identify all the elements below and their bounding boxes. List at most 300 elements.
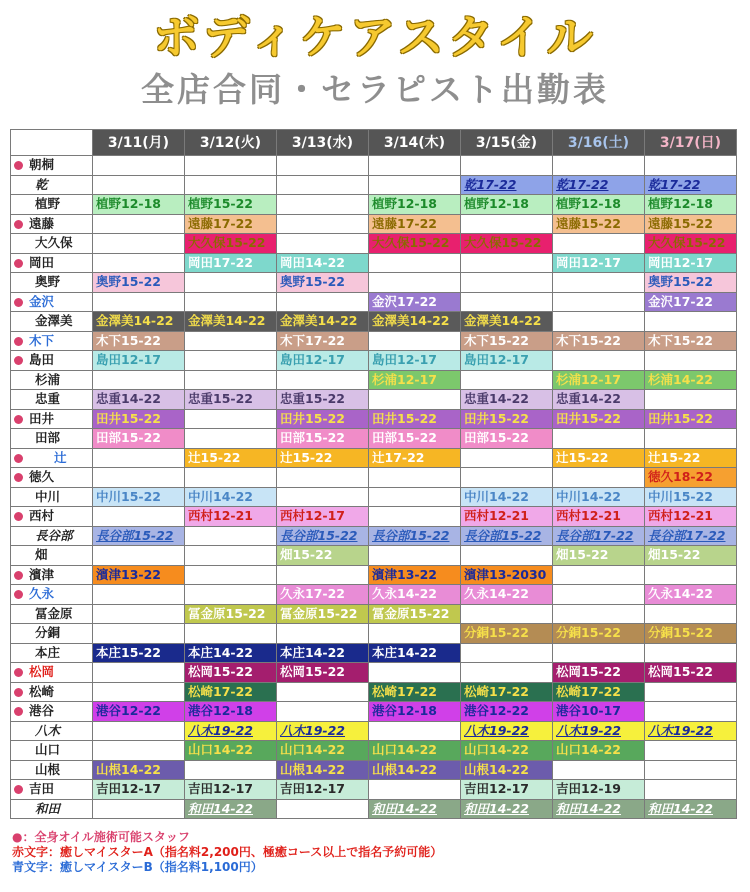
staff-name: 植野 [35, 196, 61, 212]
shift-cell: 中川15-22 [93, 487, 185, 507]
shift-cell: 徳久18-22 [645, 468, 737, 488]
shift-cell: 金澤美14-22 [461, 312, 553, 332]
shift-cell: 松崎17-22 [369, 682, 461, 702]
oil-dot-icon [14, 298, 23, 307]
empty-cell [277, 292, 369, 312]
staff-name-cell [11, 312, 93, 332]
staff-name: 濱津 [29, 566, 55, 582]
staff-name: 吉田 [29, 781, 55, 797]
page-title: ボディケアスタイル [153, 10, 597, 64]
empty-cell [185, 273, 277, 293]
empty-cell [185, 429, 277, 449]
shift-cell: 中川14-22 [185, 487, 277, 507]
oil-dot-icon [14, 668, 23, 677]
staff-name: 辻 [54, 449, 67, 465]
shift-cell: 島田12-17 [461, 351, 553, 371]
staff-row [11, 604, 737, 624]
empty-cell [93, 468, 185, 488]
shift-cell: 金澤美14-22 [185, 312, 277, 332]
shift-cell: 山根14-22 [369, 760, 461, 780]
shift-cell: 本庄14-22 [369, 643, 461, 663]
shift-cell: 金沢17-22 [369, 292, 461, 312]
empty-cell [93, 663, 185, 683]
empty-cell [553, 585, 645, 605]
staff-name-cell [11, 370, 93, 390]
shift-cell: 港谷10-17 [553, 702, 645, 722]
empty-cell [277, 702, 369, 722]
staff-row [11, 487, 737, 507]
shift-cell: 忠重15-22 [185, 390, 277, 410]
staff-row [11, 565, 737, 585]
staff-name-cell [11, 585, 93, 605]
shift-cell: 田部15-22 [461, 429, 553, 449]
empty-cell [185, 292, 277, 312]
shift-cell: 植野12-18 [553, 195, 645, 215]
shift-cell: 冨金原15-22 [369, 604, 461, 624]
empty-cell [93, 624, 185, 644]
staff-name: 中川 [35, 488, 61, 504]
staff-name-cell [11, 273, 93, 293]
shift-cell: 木下17-22 [277, 331, 369, 351]
shift-cell: 木下15-22 [93, 331, 185, 351]
shift-cell: 山口14-22 [277, 741, 369, 761]
empty-cell [645, 604, 737, 624]
empty-cell [553, 565, 645, 585]
empty-cell [553, 643, 645, 663]
shift-cell: 久永14-22 [645, 585, 737, 605]
empty-cell [277, 624, 369, 644]
oil-dot-icon [14, 688, 23, 697]
staff-name-cell [11, 702, 93, 722]
staff-name: 木下 [29, 332, 55, 348]
empty-cell [185, 409, 277, 429]
staff-row [11, 799, 737, 819]
shift-cell: 大久保15-22 [185, 234, 277, 254]
empty-cell [277, 487, 369, 507]
empty-cell [553, 292, 645, 312]
shift-cell: 植野12-18 [461, 195, 553, 215]
shift-cell: 金澤美14-22 [93, 312, 185, 332]
empty-cell [369, 253, 461, 273]
shift-cell: 田井15-22 [277, 409, 369, 429]
staff-name: 西村 [29, 508, 55, 524]
empty-cell [461, 604, 553, 624]
shift-cell: 分銅15-22 [645, 624, 737, 644]
shift-cell: 大久保15-22 [369, 234, 461, 254]
shift-cell: 辻15-22 [277, 448, 369, 468]
shift-cell: 中川14-22 [553, 487, 645, 507]
empty-cell [461, 546, 553, 566]
shift-cell: 松岡15-22 [553, 663, 645, 683]
empty-cell [185, 175, 277, 195]
day-header: 3/12(火) [185, 130, 277, 156]
shift-cell: 岡田17-22 [185, 253, 277, 273]
shift-cell: 港谷12-22 [93, 702, 185, 722]
shift-cell: 松岡15-22 [185, 663, 277, 683]
shift-cell: 木下15-22 [461, 331, 553, 351]
staff-name-cell [11, 624, 93, 644]
staff-row [11, 702, 737, 722]
shift-cell: 辻15-22 [185, 448, 277, 468]
empty-cell [645, 156, 737, 176]
shift-cell: 奥野15-22 [277, 273, 369, 293]
empty-cell [369, 507, 461, 527]
staff-name-cell [11, 760, 93, 780]
staff-name-cell [11, 721, 93, 741]
shift-cell: 分銅15-22 [461, 624, 553, 644]
staff-name-cell [11, 234, 93, 254]
schedule-table [10, 129, 737, 819]
shift-cell: 久永17-22 [277, 585, 369, 605]
oil-dot-icon [14, 220, 23, 229]
staff-row [11, 507, 737, 527]
empty-cell [553, 604, 645, 624]
shift-cell: 杉浦12-17 [553, 370, 645, 390]
oil-dot-icon [14, 415, 23, 424]
shift-cell: 和田14-22 [369, 799, 461, 819]
empty-cell [645, 429, 737, 449]
corner-cell [11, 130, 93, 156]
shift-cell: 植野12-18 [93, 195, 185, 215]
shift-cell: 濱津13-2030 [461, 565, 553, 585]
shift-cell: 大久保15-22 [645, 234, 737, 254]
staff-name-cell [11, 643, 93, 663]
shift-cell: 田部15-22 [277, 429, 369, 449]
empty-cell [185, 370, 277, 390]
empty-cell [461, 663, 553, 683]
legend-oil-staff: ●：全身オイル施術可能スタッフ [12, 830, 190, 844]
empty-cell [93, 214, 185, 234]
empty-cell [645, 565, 737, 585]
staff-name-cell [11, 663, 93, 683]
empty-cell [185, 351, 277, 371]
shift-cell: 長谷部15-22 [277, 526, 369, 546]
shift-cell: 杉浦14-22 [645, 370, 737, 390]
shift-cell: 冨金原15-22 [277, 604, 369, 624]
shift-cell: 山口14-22 [369, 741, 461, 761]
empty-cell [645, 312, 737, 332]
empty-cell [185, 760, 277, 780]
oil-dot-icon [14, 785, 23, 794]
staff-name: 島田 [29, 352, 55, 368]
staff-row [11, 643, 737, 663]
shift-cell: 八木19-22 [461, 721, 553, 741]
shift-cell: 島田12-17 [93, 351, 185, 371]
header-row [11, 130, 737, 156]
empty-cell [369, 156, 461, 176]
staff-name-cell [11, 292, 93, 312]
empty-cell [93, 546, 185, 566]
empty-cell [553, 156, 645, 176]
empty-cell [277, 799, 369, 819]
empty-cell [185, 331, 277, 351]
staff-name: 久永 [29, 586, 55, 602]
shift-cell: 松岡15-22 [645, 663, 737, 683]
empty-cell [185, 156, 277, 176]
oil-dot-icon [14, 571, 23, 580]
staff-row [11, 526, 737, 546]
empty-cell [461, 273, 553, 293]
shift-cell: 金澤美14-22 [277, 312, 369, 332]
oil-dot-icon [14, 337, 23, 346]
shift-cell: 松崎17-22 [185, 682, 277, 702]
empty-cell [645, 682, 737, 702]
shift-cell: 分銅15-22 [553, 624, 645, 644]
shift-cell: 長谷部15-22 [93, 526, 185, 546]
empty-cell [277, 565, 369, 585]
shift-cell: 港谷12-22 [461, 702, 553, 722]
empty-cell [93, 253, 185, 273]
empty-cell [93, 292, 185, 312]
empty-cell [369, 780, 461, 800]
shift-cell: 畑15-22 [277, 546, 369, 566]
shift-cell: 乾17-22 [553, 175, 645, 195]
empty-cell [185, 565, 277, 585]
staff-row [11, 175, 737, 195]
staff-name-cell [11, 253, 93, 273]
legend [12, 830, 442, 875]
staff-name: 分銅 [35, 625, 61, 641]
staff-row [11, 331, 737, 351]
shift-cell: 島田12-17 [369, 351, 461, 371]
staff-name-cell [11, 214, 93, 234]
empty-cell [185, 624, 277, 644]
staff-row [11, 780, 737, 800]
shift-cell: 八木19-22 [553, 721, 645, 741]
empty-cell [93, 448, 185, 468]
shift-cell: 和田14-22 [553, 799, 645, 819]
shift-cell: 山口14-22 [185, 741, 277, 761]
empty-cell [461, 643, 553, 663]
empty-cell [645, 390, 737, 410]
oil-dot-icon [14, 259, 23, 268]
shift-cell: 畑15-22 [645, 546, 737, 566]
oil-dot-icon [14, 512, 23, 521]
staff-name-cell [11, 799, 93, 819]
staff-name: 朝桐 [29, 157, 55, 173]
shift-cell: 松崎17-22 [461, 682, 553, 702]
staff-row [11, 624, 737, 644]
shift-cell: 田部15-22 [93, 429, 185, 449]
shift-cell: 辻15-22 [553, 448, 645, 468]
shift-cell: 木下15-22 [553, 331, 645, 351]
empty-cell [645, 351, 737, 371]
day-header: 3/13(水) [277, 130, 369, 156]
staff-name: 忠重 [35, 391, 61, 407]
shift-cell: 遠藤17-22 [369, 214, 461, 234]
shift-cell: 植野12-18 [369, 195, 461, 215]
shift-cell: 田井15-22 [93, 409, 185, 429]
staff-row [11, 721, 737, 741]
day-header: 3/14(木) [369, 130, 461, 156]
empty-cell [369, 721, 461, 741]
empty-cell [553, 468, 645, 488]
shift-cell: 西村12-21 [553, 507, 645, 527]
staff-name-cell [11, 156, 93, 176]
shift-cell: 岡田12-17 [645, 253, 737, 273]
staff-name: 松岡 [29, 664, 55, 680]
staff-row [11, 468, 737, 488]
empty-cell [277, 156, 369, 176]
shift-cell: 吉田12-17 [277, 780, 369, 800]
empty-cell [369, 390, 461, 410]
shift-cell: 吉田12-17 [461, 780, 553, 800]
staff-name-cell [11, 468, 93, 488]
shift-cell: 本庄14-22 [277, 643, 369, 663]
staff-name: 和田 [35, 800, 61, 816]
staff-name-cell [11, 526, 93, 546]
shift-cell: 岡田12-17 [553, 253, 645, 273]
empty-cell [553, 273, 645, 293]
empty-cell [185, 585, 277, 605]
shift-cell: 辻15-22 [645, 448, 737, 468]
day-header: 3/15(金) [461, 130, 553, 156]
empty-cell [553, 760, 645, 780]
empty-cell [645, 741, 737, 761]
shift-cell: 吉田12-17 [93, 780, 185, 800]
shift-cell: 山根14-22 [277, 760, 369, 780]
shift-cell: 忠重14-22 [93, 390, 185, 410]
empty-cell [277, 195, 369, 215]
shift-cell: 山口14-22 [553, 741, 645, 761]
empty-cell [185, 468, 277, 488]
empty-cell [369, 546, 461, 566]
shift-cell: 和田14-22 [645, 799, 737, 819]
staff-name: 山口 [35, 742, 61, 758]
shift-cell: 植野15-22 [185, 195, 277, 215]
shift-cell: 中川15-22 [645, 487, 737, 507]
empty-cell [93, 741, 185, 761]
staff-row [11, 429, 737, 449]
empty-cell [93, 682, 185, 702]
staff-name-cell [11, 780, 93, 800]
day-header: 3/11(月) [93, 130, 185, 156]
oil-dot-icon [14, 161, 23, 170]
empty-cell [369, 487, 461, 507]
staff-name: 大久保 [35, 235, 73, 251]
shift-cell: 田井15-22 [461, 409, 553, 429]
staff-name: 松崎 [29, 683, 55, 699]
staff-row [11, 312, 737, 332]
staff-name: 奥野 [35, 274, 61, 290]
empty-cell [277, 682, 369, 702]
oil-dot-icon [14, 454, 23, 463]
oil-dot-icon [14, 473, 23, 482]
staff-name-cell [11, 448, 93, 468]
staff-row [11, 351, 737, 371]
shift-cell: 山根14-22 [461, 760, 553, 780]
staff-row [11, 273, 737, 293]
empty-cell [461, 448, 553, 468]
shift-cell: 杉浦12-17 [369, 370, 461, 390]
empty-cell [93, 175, 185, 195]
empty-cell [369, 331, 461, 351]
staff-name-cell [11, 487, 93, 507]
staff-row [11, 741, 737, 761]
staff-row [11, 409, 737, 429]
staff-name-cell [11, 390, 93, 410]
shift-cell: 港谷12-18 [185, 702, 277, 722]
staff-name: 畑 [35, 547, 48, 563]
staff-name: 岡田 [29, 254, 55, 270]
oil-dot-icon [14, 707, 23, 716]
empty-cell [93, 156, 185, 176]
empty-cell [645, 760, 737, 780]
staff-name: 杉浦 [35, 371, 61, 387]
empty-cell [93, 721, 185, 741]
empty-cell [93, 507, 185, 527]
shift-cell: 長谷部15-22 [369, 526, 461, 546]
shift-cell: 忠重15-22 [277, 390, 369, 410]
staff-name: 冨金原 [35, 605, 73, 621]
empty-cell [93, 234, 185, 254]
empty-cell [277, 175, 369, 195]
shift-cell: 八木19-22 [645, 721, 737, 741]
shift-cell: 金沢17-22 [645, 292, 737, 312]
staff-row [11, 370, 737, 390]
empty-cell [369, 175, 461, 195]
empty-cell [461, 214, 553, 234]
shift-cell: 港谷12-18 [369, 702, 461, 722]
empty-cell [93, 604, 185, 624]
staff-row [11, 682, 737, 702]
empty-cell [461, 253, 553, 273]
shift-cell: 遠藤17-22 [185, 214, 277, 234]
empty-cell [369, 663, 461, 683]
staff-row [11, 585, 737, 605]
shift-cell: 西村12-21 [185, 507, 277, 527]
shift-cell: 中川14-22 [461, 487, 553, 507]
shift-cell: 畑15-22 [553, 546, 645, 566]
shift-cell: 木下15-22 [645, 331, 737, 351]
empty-cell [369, 468, 461, 488]
empty-cell [553, 312, 645, 332]
staff-name-cell [11, 351, 93, 371]
shift-cell: 植野12-18 [645, 195, 737, 215]
shift-cell: 濱津13-22 [369, 565, 461, 585]
staff-row [11, 234, 737, 254]
empty-cell [277, 234, 369, 254]
shift-cell: 乾17-22 [461, 175, 553, 195]
shift-cell: 本庄15-22 [93, 643, 185, 663]
staff-name-cell [11, 175, 93, 195]
empty-cell [461, 370, 553, 390]
shift-cell: 奥野15-22 [645, 273, 737, 293]
shift-cell: 金澤美14-22 [369, 312, 461, 332]
shift-cell: 和田14-22 [185, 799, 277, 819]
shift-cell: 濱津13-22 [93, 565, 185, 585]
shift-cell: 西村12-21 [645, 507, 737, 527]
staff-name-cell [11, 409, 93, 429]
shift-cell: 遠藤15-22 [645, 214, 737, 234]
shift-cell: 遠藤15-22 [553, 214, 645, 234]
staff-name: 田部 [35, 430, 61, 446]
empty-cell [461, 468, 553, 488]
staff-row [11, 214, 737, 234]
staff-name-cell [11, 546, 93, 566]
staff-row [11, 292, 737, 312]
shift-cell: 奥野15-22 [93, 273, 185, 293]
staff-row [11, 760, 737, 780]
staff-row [11, 390, 737, 410]
shift-cell: 田部15-22 [369, 429, 461, 449]
empty-cell [277, 370, 369, 390]
shift-cell: 長谷部17-22 [645, 526, 737, 546]
staff-name-cell [11, 507, 93, 527]
empty-cell [553, 429, 645, 449]
empty-cell [553, 234, 645, 254]
shift-cell: 田井15-22 [553, 409, 645, 429]
